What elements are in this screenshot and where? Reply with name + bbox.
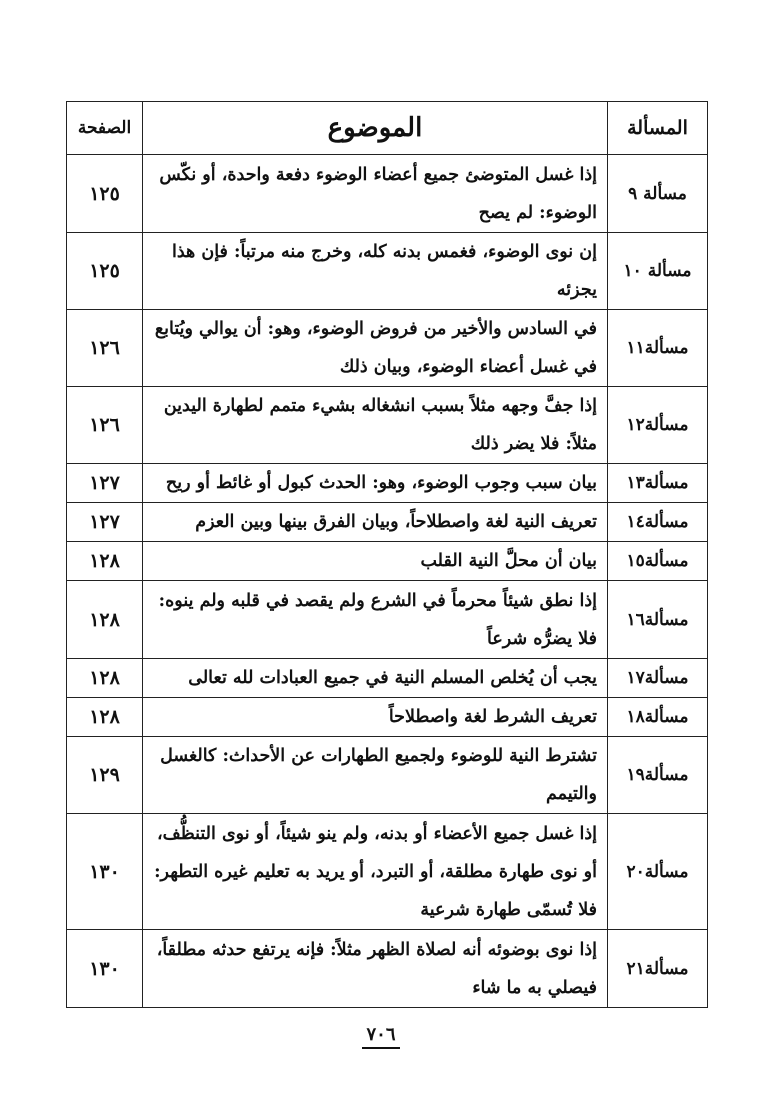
table-row: [67, 155, 708, 233]
issue-number: مسألة١٦: [608, 581, 708, 659]
issue-number: مسألة ١٠: [608, 233, 708, 310]
issue-topic: تعريف الشرط لغة واصطلاحاً: [143, 698, 608, 737]
table-row: [67, 387, 708, 464]
issue-topic: إذا غسل المتوضئ جميع أعضاء الوضوء دفعة واحدة، أو نكّس الوضوء: لم يصح: [143, 155, 608, 233]
issue-number: مسألة٢٠: [608, 814, 708, 930]
issue-topic: إذا جفَّ وجهه مثلاً بسبب انشغاله بشيء متمم لطهارة اليدين مثلاً: فلا يضر ذلك: [143, 387, 608, 464]
page-number: ١٢٨: [67, 659, 143, 698]
table-row: [67, 659, 708, 698]
table-row: [67, 310, 708, 387]
table-row: [67, 930, 708, 1008]
issue-topic: إذا نوى بوضوئه أنه لصلاة الظهر مثلاً: فإنه يرتفع حدثه مطلقاً، فيصلي به ما شاء: [143, 930, 608, 1008]
issue-number: مسألة١٣: [608, 464, 708, 503]
page-number: ١٢٧: [67, 464, 143, 503]
folio-number: ٧٠٦: [362, 1024, 399, 1049]
issue-number: مسألة١٧: [608, 659, 708, 698]
issue-number: مسألة١١: [608, 310, 708, 387]
page-number: ١٢٦: [67, 387, 143, 464]
table-row: [67, 233, 708, 310]
page-number: ١٢٦: [67, 310, 143, 387]
issue-topic: تشترط النية للوضوء ولجميع الطهارات عن الأحداث: كالغسل والتيمم: [143, 737, 608, 814]
issue-number: مسألة١٢: [608, 387, 708, 464]
issue-number: مسألة ٩: [608, 155, 708, 233]
table-row: [67, 814, 708, 930]
header-row: [67, 102, 708, 155]
page-column-header: الصفحة: [67, 102, 143, 155]
page-number: ١٢٩: [67, 737, 143, 814]
issue-number: مسألة١٥: [608, 542, 708, 581]
page-number: ١٢٨: [67, 581, 143, 659]
issue-topic: في السادس والأخير من فروض الوضوء، وهو: أن يوالي ويُتابع في غسل أعضاء الوضوء، وبيان ذلك: [143, 310, 608, 387]
topic-column-header: الموضوع: [143, 102, 608, 155]
table-row: [67, 542, 708, 581]
issue-number: مسألة٢١: [608, 930, 708, 1008]
page-number: ١٢٧: [67, 503, 143, 542]
page-number: ١٣٠: [67, 930, 143, 1008]
issue-topic: إذا غسل جميع الأعضاء أو بدنه، ولم ينو شيئاً، أو نوى التنظُّف، أو نوى طهارة مطلقة، أو التبرد، أو يريد به تعليم غيره التطهر: فلا تُسمّى طهارة شرعية: [143, 814, 608, 930]
table-row: [67, 464, 708, 503]
table-row: [67, 698, 708, 737]
issue-topic: تعريف النية لغة واصطلاحاً، وبيان الفرق بينها وبين العزم: [143, 503, 608, 542]
issue-topic: يجب أن يُخلص المسلم النية في جميع العبادات لله تعالى: [143, 659, 608, 698]
issue-number: مسألة١٤: [608, 503, 708, 542]
issue-number: مسألة١٨: [608, 698, 708, 737]
page-number: ١٢٨: [67, 542, 143, 581]
page-number: ١٢٨: [67, 698, 143, 737]
page-number: ١٢٥: [67, 233, 143, 310]
page-number: ١٢٥: [67, 155, 143, 233]
page-folio: [0, 1024, 762, 1049]
index-table: [66, 101, 708, 1008]
page-number: ١٣٠: [67, 814, 143, 930]
issue-topic: بيان سبب وجوب الوضوء، وهو: الحدث كبول أو غائط أو ريح: [143, 464, 608, 503]
issue-topic: إن نوى الوضوء، فغمس بدنه كله، وخرج منه مرتباً: فإن هذا يجزئه: [143, 233, 608, 310]
table-row: [67, 503, 708, 542]
issue-number: مسألة١٩: [608, 737, 708, 814]
table-row: [67, 581, 708, 659]
issue-topic: بيان أن محلَّ النية القلب: [143, 542, 608, 581]
issue-topic: إذا نطق شيئاً محرماً في الشرع ولم يقصد في قلبه ولم ينوه: فلا يضرُّه شرعاً: [143, 581, 608, 659]
issue-column-header: المسألة: [608, 102, 708, 155]
table-row: [67, 737, 708, 814]
